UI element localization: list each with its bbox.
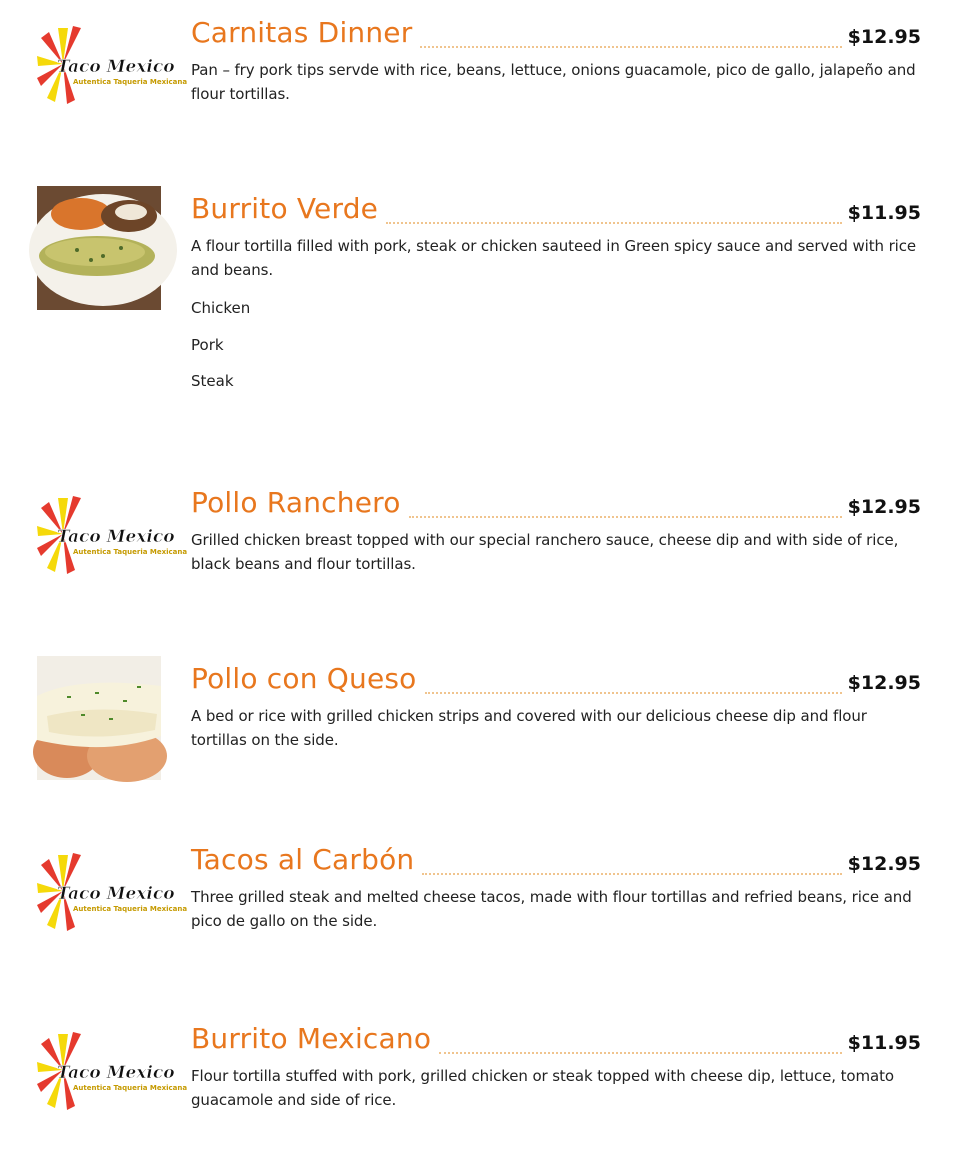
dot-leader bbox=[409, 515, 842, 518]
item-description: Pan – fry pork tips servde with rice, beans, lettuce, onions guacamole, pico de gallo, jalapeño and flour tortillas. bbox=[191, 61, 916, 103]
taco-mexico-logo bbox=[37, 492, 188, 616]
item-title: Burrito Verde bbox=[191, 192, 379, 225]
dot-leader bbox=[439, 1051, 842, 1054]
title-row bbox=[191, 186, 921, 226]
dot-leader bbox=[420, 45, 841, 48]
title-row bbox=[191, 480, 921, 520]
dot-leader bbox=[422, 872, 841, 875]
dot-leader bbox=[425, 691, 842, 694]
taco-mexico-logo bbox=[37, 22, 188, 146]
option-pork: Pork bbox=[191, 335, 224, 354]
item-price: $12.95 bbox=[847, 672, 921, 694]
svg-text:Autentica Taqueria Mexicana: Autentica Taqueria Mexicana bbox=[73, 78, 188, 86]
item-title: Tacos al Carbón bbox=[191, 843, 415, 876]
item-title: Pollo con Queso bbox=[191, 662, 417, 695]
svg-text:Taco Mexico: Taco Mexico bbox=[57, 884, 175, 904]
svg-text:Autentica Taqueria Mexicana: Autentica Taqueria Mexicana bbox=[73, 1084, 188, 1092]
option-list bbox=[191, 296, 921, 393]
dot-leader bbox=[386, 221, 842, 224]
title-row bbox=[191, 1016, 921, 1056]
option-chicken: Chicken bbox=[191, 299, 251, 317]
taco-mexico-logo bbox=[37, 1028, 188, 1152]
title-row bbox=[191, 837, 921, 877]
svg-text:Taco Mexico: Taco Mexico bbox=[57, 57, 175, 77]
option-steak: Steak bbox=[191, 372, 234, 390]
svg-text:Autentica Taqueria Mexicana: Autentica Taqueria Mexicana bbox=[73, 548, 188, 556]
item-description: Grilled chicken breast topped with our special ranchero sauce, cheese dip and with side of rice, black beans and flour tortillas. bbox=[191, 531, 899, 573]
item-description: Three grilled steak and melted cheese tacos, made with flour tortillas and refried beans, rice and pico de gallo on the side. bbox=[191, 888, 912, 930]
svg-text:Taco Mexico: Taco Mexico bbox=[57, 527, 175, 547]
item-title: Pollo Ranchero bbox=[191, 486, 401, 519]
pollo-con-queso-photo bbox=[37, 656, 161, 780]
svg-text:Taco Mexico: Taco Mexico bbox=[57, 1063, 175, 1083]
item-price: $12.95 bbox=[847, 496, 921, 518]
item-price: $12.95 bbox=[847, 853, 921, 875]
item-price: $11.95 bbox=[847, 1032, 921, 1054]
title-row bbox=[191, 10, 921, 50]
item-description: Flour tortilla stuffed with pork, grilled chicken or steak topped with cheese dip, lettuce, tomato guacamole and side of rice. bbox=[191, 1067, 894, 1109]
item-title: Carnitas Dinner bbox=[191, 16, 413, 49]
burrito-verde-photo bbox=[37, 186, 161, 310]
title-row bbox=[191, 656, 921, 696]
item-description: A bed or rice with grilled chicken strips and covered with our delicious cheese dip and flour tortillas on the side. bbox=[191, 707, 867, 749]
taco-mexico-logo bbox=[37, 849, 188, 973]
item-title: Burrito Mexicano bbox=[191, 1022, 432, 1055]
item-description: A flour tortilla filled with pork, steak or chicken sauteed in Green spicy sauce and served with rice and beans. bbox=[191, 237, 916, 279]
item-price: $12.95 bbox=[847, 26, 921, 48]
item-price: $11.95 bbox=[847, 202, 921, 224]
svg-text:Autentica Taqueria Mexicana: Autentica Taqueria Mexicana bbox=[73, 905, 188, 913]
